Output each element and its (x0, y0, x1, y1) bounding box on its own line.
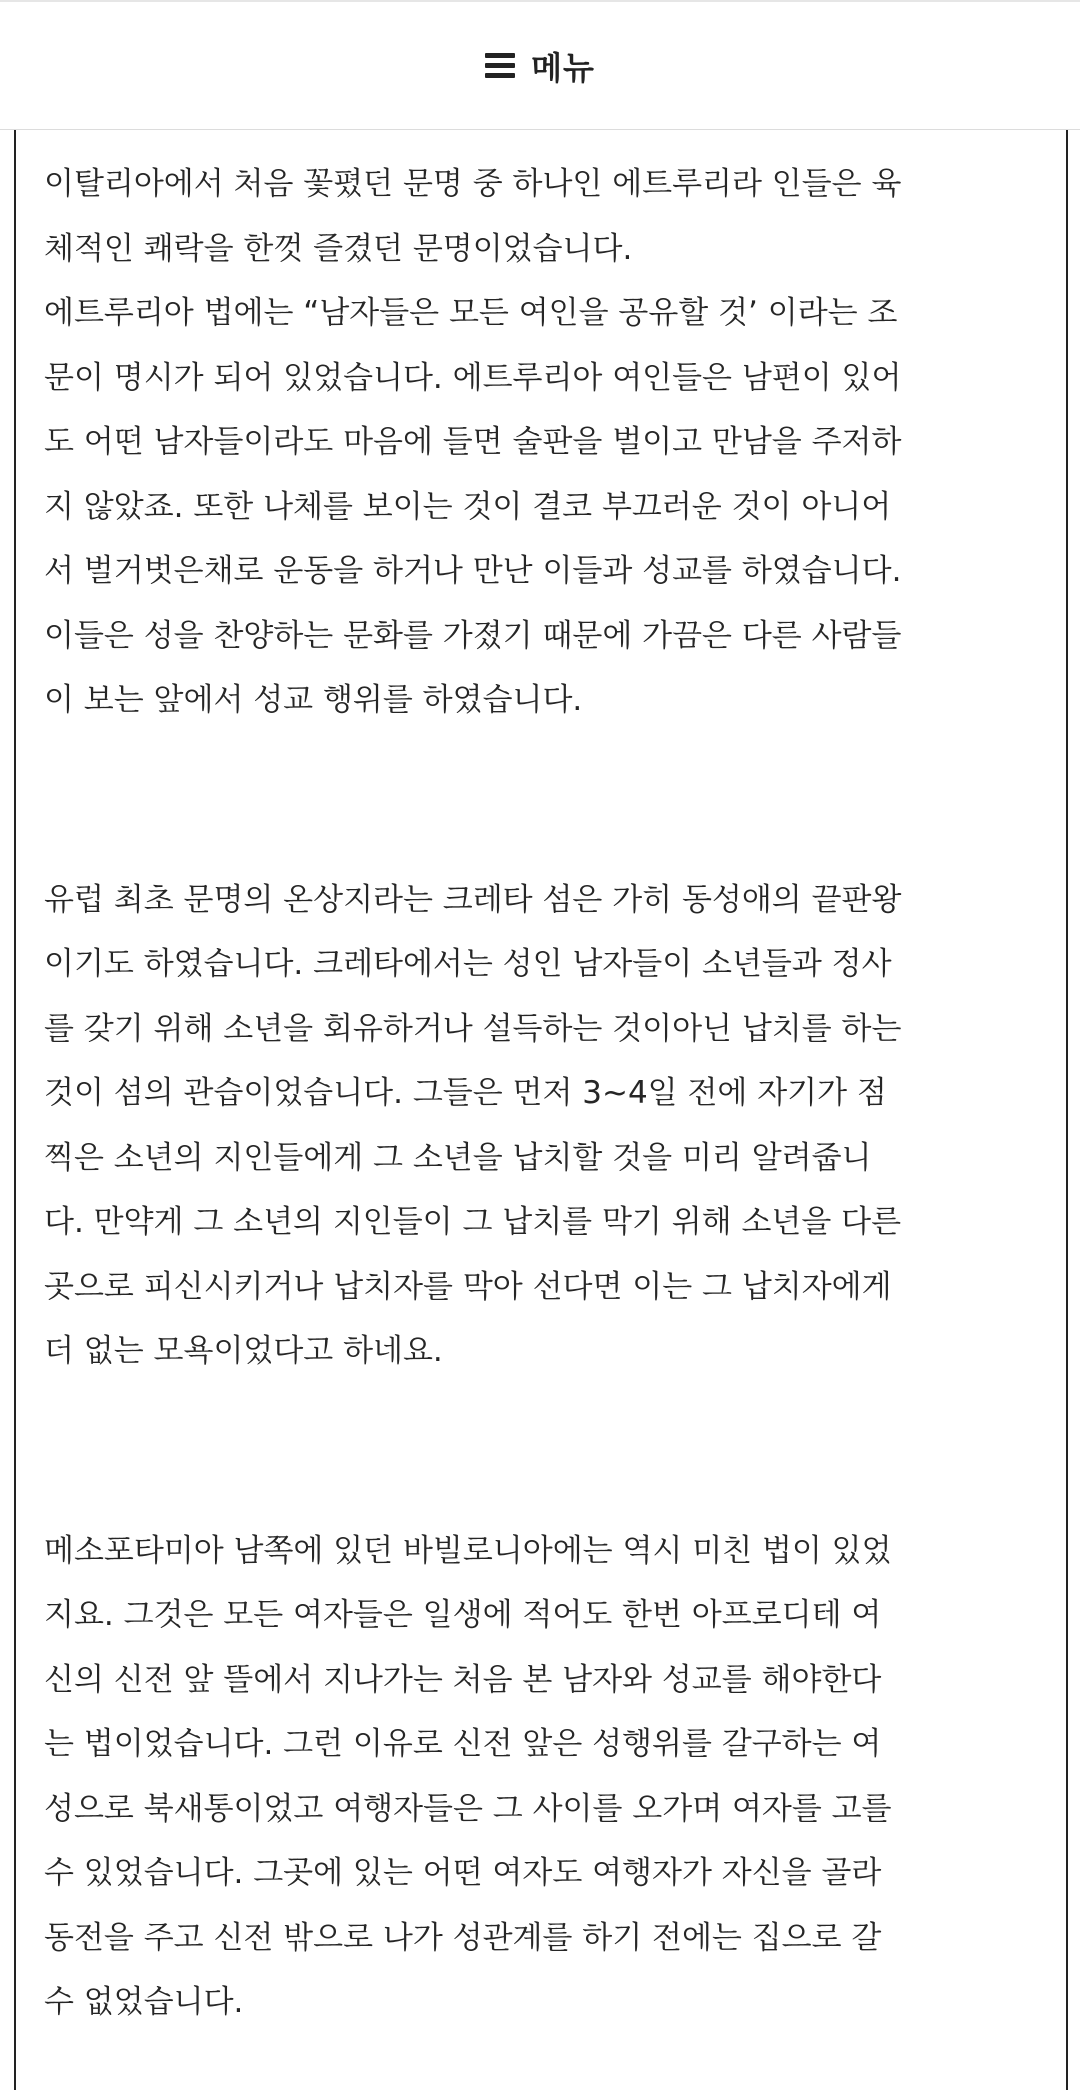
article-paragraph (44, 1519, 1066, 2035)
top-header (0, 0, 1080, 130)
paragraph-line: 이기도 하였습니다. 크레타에서는 성인 남자들이 소년들과 정사 (44, 946, 892, 982)
paragraph-line: 더 없는 모욕이었다고 하네요. (44, 1333, 443, 1369)
paragraph-line: 를 갖기 위해 소년을 회유하거나 설득하는 것이아닌 납치를 하는 (44, 1010, 902, 1047)
paragraph-line: 다. 만약게 그 소년의 지인들이 그 납치를 막기 위해 소년을 다른 (44, 1204, 902, 1240)
paragraph-line: 문이 명시가 되어 있었습니다. 에트루리아 여인들은 남편이 있어 (44, 359, 902, 396)
paragraph-line: 수 있었습니다. 그곳에 있는 어떤 여자도 여행자가 자신을 골라 (44, 1855, 882, 1891)
paragraph-line: 이탈리아에서 처음 꽃폈던 문명 중 하나인 에트루리라 인들은 육 (44, 166, 902, 202)
menu-button[interactable] (485, 43, 595, 89)
paragraph-line: 찍은 소년의 지인들에게 그 소년을 납치할 것을 미리 알려줍니 (44, 1139, 872, 1176)
paragraph-spacer (44, 1384, 1066, 1519)
article-paragraph (44, 868, 1066, 1384)
article-paragraph (44, 152, 1066, 733)
paragraph-spacer (44, 733, 1066, 868)
paragraph-line: 곳으로 피신시키거나 납치자를 막아 선다면 이는 그 납치자에게 (44, 1268, 892, 1305)
paragraph-line: 는 법이었습니다. 그런 이유로 신전 앞은 성행위를 갈구하는 여 (44, 1726, 882, 1762)
paragraph-line: 지요. 그것은 모든 여자들은 일생에 적어도 한번 아프로디테 여 (44, 1597, 882, 1633)
paragraph-line: 동전을 주고 신전 밖으로 나가 성관계를 하기 전에는 집으로 갈 (44, 1919, 882, 1956)
paragraph-line: 수 없었습니다. (44, 1984, 244, 2020)
paragraph-line: 에트루리아 법에는 “남자들은 모든 여인을 공유할 것’ 이라는 조 (44, 295, 898, 331)
paragraph-line: 신의 신전 앞 뜰에서 지나가는 처음 본 남자와 성교를 해야한다 (44, 1661, 882, 1698)
paragraph-line: 지 않았죠. 또한 나체를 보이는 것이 결코 부끄러운 것이 아니어 (44, 488, 892, 525)
paragraph-line: 유럽 최초 문명의 온상지라는 크레타 섬은 가히 동성애의 끝판왕 (44, 881, 902, 918)
hamburger-icon[interactable] (485, 53, 515, 79)
paragraph-line: 체적인 쾌락을 한껏 즐겼던 문명이었습니다. (44, 230, 633, 267)
menu-label: 메뉴 (531, 48, 595, 87)
paragraph-line: 메소포타미아 남쪽에 있던 바빌로니아에는 역시 미친 법이 있었 (44, 1532, 892, 1569)
paragraph-line: 도 어떤 남자들이라도 마음에 들면 술판을 벌이고 만남을 주저하 (44, 424, 902, 460)
paragraph-line: 이들은 성을 찬양하는 문화를 가졌기 때문에 가끔은 다른 사람들 (44, 617, 902, 654)
paragraph-line: 성으로 북새통이었고 여행자들은 그 사이를 오가며 여자를 고를 (44, 1790, 892, 1827)
paragraph-line: 서 벌거벗은채로 운동을 하거나 만난 이들과 성교를 하였습니다. (44, 553, 902, 589)
paragraph-line: 것이 섬의 관습이었습니다. 그들은 먼저 3~4일 전에 자기가 점 (44, 1075, 887, 1111)
article-body (14, 130, 1068, 2090)
paragraph-line: 이 보는 앞에서 성교 행위를 하였습니다. (44, 682, 583, 718)
